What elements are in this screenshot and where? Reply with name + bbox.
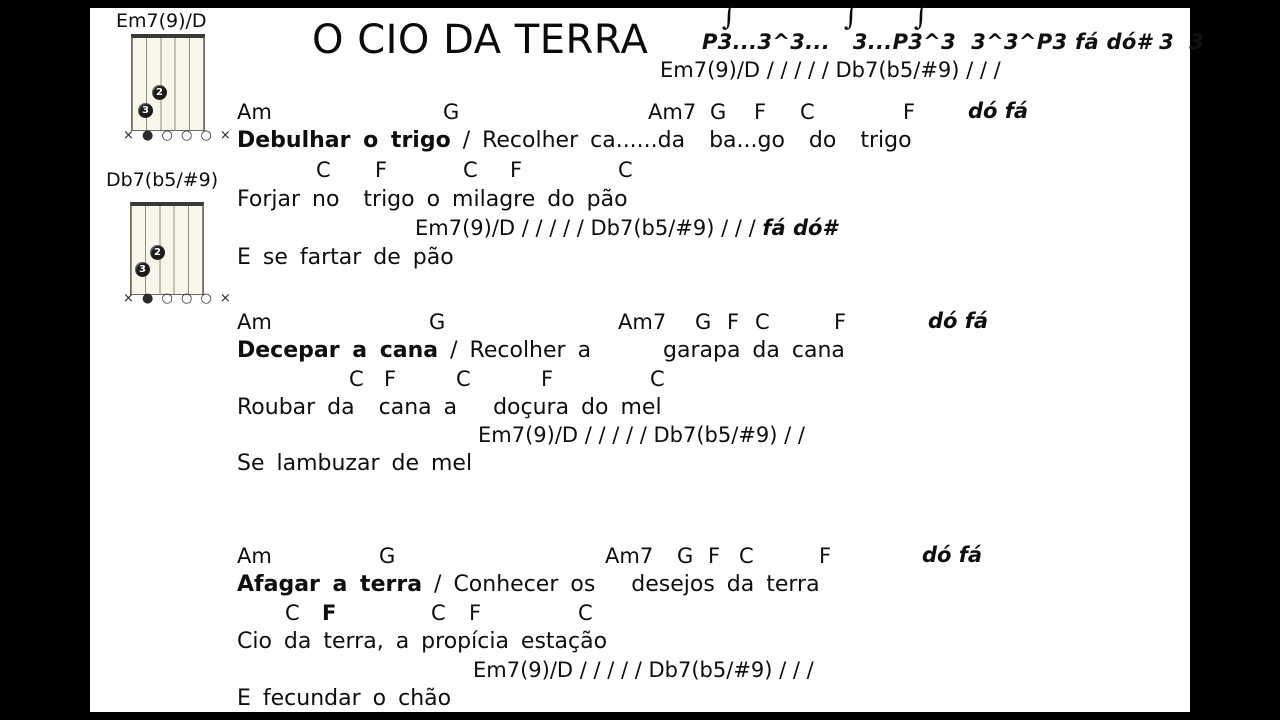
- solfege-accent: dó fá: [968, 99, 1029, 123]
- chord: F: [510, 158, 523, 182]
- notation-line: P3...3^3... 3...P3^3 3^3^P3 fá dó# 3 3: [702, 30, 1205, 54]
- progression-chords: Em7(9)/D / / / / / Db7(b5/#9) / /: [478, 423, 805, 447]
- chord: F: [541, 367, 554, 391]
- integral-icon: ∫: [844, 1, 859, 32]
- solfege-accent: dó fá: [928, 309, 989, 333]
- chord: G: [379, 544, 396, 568]
- lyric-line: Cio da terra, a propícia estação: [237, 629, 608, 654]
- lyric-line: [237, 339, 845, 364]
- finger-dot: 3: [135, 262, 150, 277]
- chord: C: [800, 100, 815, 124]
- chord: G: [677, 544, 694, 568]
- chord: C: [456, 367, 471, 391]
- fretboard: [131, 34, 205, 131]
- finger-dot: 3: [138, 103, 153, 118]
- chord: C: [285, 601, 300, 625]
- header-progression-line: Em7(9)/D / / / / / Db7(b5/#9) / / /: [660, 58, 1001, 82]
- chord: C: [431, 601, 446, 625]
- chord: C: [463, 158, 478, 182]
- song-title: O CIO DA TERRA: [312, 17, 649, 63]
- chord-diagram-label: Em7(9)/D: [116, 10, 207, 32]
- chord: G: [710, 100, 727, 124]
- progression-line: [473, 659, 814, 683]
- chord: Am7: [605, 544, 654, 568]
- chord: F: [469, 601, 482, 625]
- string-markers: × ● ○ ○ ○ ×: [123, 291, 233, 306]
- lyric-line: E se fartar de pão: [237, 245, 454, 270]
- lyric-line: Roubar da cana a doçura do mel: [237, 395, 662, 420]
- lyric-line: Forjar no trigo o milagre do pão: [237, 187, 628, 212]
- finger-dot: 2: [152, 85, 167, 100]
- lyric-bold: Decepar a cana: [237, 338, 439, 363]
- lyric-line: [237, 129, 912, 154]
- lyric-bold: Afagar a terra: [237, 572, 423, 597]
- lyric-rest: / Recolher ca......da ba...go do trigo: [450, 128, 912, 153]
- integral-icon: ∫: [722, 1, 737, 32]
- chord: C: [349, 367, 364, 391]
- solfege-accent: fá dó#: [762, 216, 838, 240]
- chord: C: [650, 367, 665, 391]
- string-markers: × ● ○ ○ ○ ×: [123, 128, 233, 143]
- chord: Am7: [648, 100, 697, 124]
- integral-icon: ∫: [914, 1, 929, 32]
- chord: F: [322, 601, 337, 625]
- chord: C: [618, 158, 633, 182]
- chord: Am: [237, 100, 272, 124]
- progression-chords: Em7(9)/D / / / / / Db7(b5/#9) / / /: [473, 658, 814, 682]
- chord: F: [754, 100, 767, 124]
- chord-diagram-label: Db7(b5/#9): [106, 169, 219, 191]
- chord: F: [375, 158, 388, 182]
- chord: Am7: [618, 310, 667, 334]
- progression-chords: Em7(9)/D / / / / / Db7(b5/#9) / / /: [415, 216, 763, 240]
- chord: C: [739, 544, 754, 568]
- progression-line: [415, 217, 837, 241]
- finger-dot: 2: [150, 245, 165, 260]
- chord: C: [755, 310, 770, 334]
- lyric-rest: / Recolher a garapa da cana: [438, 338, 845, 363]
- solfege-accent: dó fá: [922, 543, 983, 567]
- chord: F: [903, 100, 916, 124]
- lyric-line: E fecundar o chão: [237, 686, 452, 711]
- chord: Am: [237, 544, 272, 568]
- chord: F: [727, 310, 740, 334]
- chord: F: [708, 544, 721, 568]
- lyric-line: [237, 573, 820, 598]
- chord: F: [834, 310, 847, 334]
- fretboard: [130, 202, 204, 295]
- chord: Am: [237, 310, 272, 334]
- lyric-bold: Debulhar o trigo: [237, 128, 451, 153]
- chord: F: [819, 544, 832, 568]
- progression-line: [478, 424, 805, 448]
- chord: G: [443, 100, 460, 124]
- chord: G: [695, 310, 712, 334]
- chord: G: [429, 310, 446, 334]
- chord: F: [384, 367, 397, 391]
- chord: C: [578, 601, 593, 625]
- lyric-rest: / Conhecer os desejos da terra: [422, 572, 820, 597]
- chord: C: [316, 158, 331, 182]
- lyric-line: Se lambuzar de mel: [237, 451, 473, 476]
